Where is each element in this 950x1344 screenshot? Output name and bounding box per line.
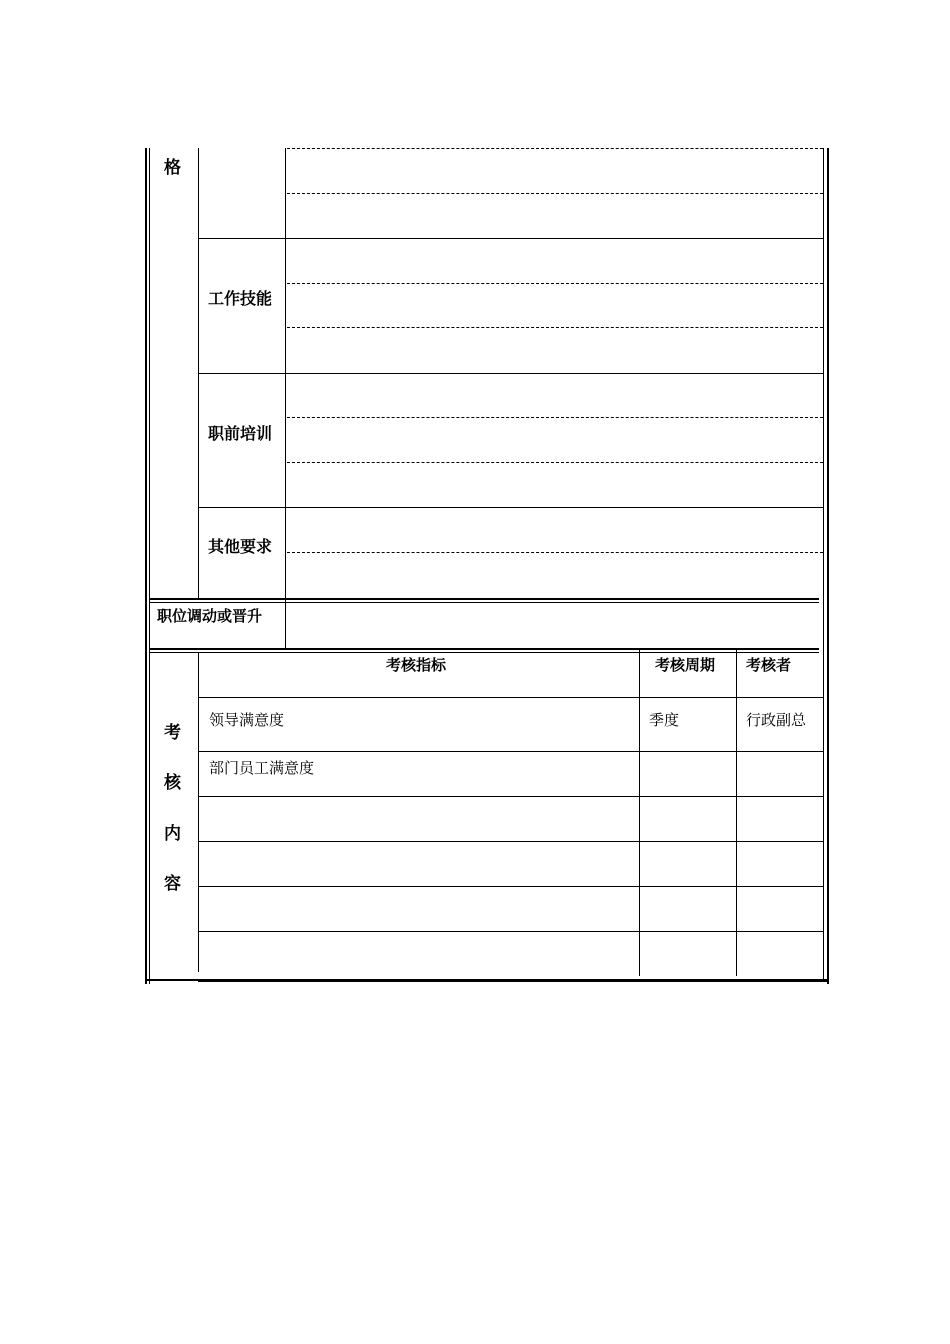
bottom-border-thick: [198, 979, 829, 982]
section-char: 内: [164, 824, 181, 844]
row-separator: [199, 238, 823, 239]
row-separator: [199, 886, 823, 887]
section-divider-double: [150, 648, 819, 650]
row-label: 职前培训: [208, 424, 273, 443]
row-separator: [199, 796, 823, 797]
section-divider-double: [150, 652, 819, 653]
right-border-outer: [827, 148, 829, 984]
transfer-label: 职位调动或晋升: [157, 607, 263, 625]
left-border-outer: [145, 148, 147, 984]
row-separator: [199, 841, 823, 842]
section-char: 核: [164, 773, 181, 793]
dashed-line: [287, 193, 823, 194]
indicator-cell: 领导满意度: [209, 711, 285, 729]
section-char: 容: [164, 874, 181, 894]
section-divider-double: [150, 598, 819, 600]
req-label-col-divider: [198, 148, 199, 600]
dashed-line: [287, 283, 823, 284]
dashed-line: [287, 552, 823, 553]
left-border-inner: [149, 148, 150, 984]
row-label: 工作技能: [208, 289, 273, 308]
req-content-col-divider: [285, 148, 286, 650]
header-assessor: 考核者: [746, 656, 792, 674]
assess-assessor-col-divider: [736, 650, 737, 976]
period-cell: 季度: [649, 711, 680, 729]
bottom-border-left: [145, 979, 198, 981]
indicator-cell: 部门员工满意度: [209, 759, 315, 777]
row-label: 其他要求: [208, 537, 273, 556]
header-period: 考核周期: [655, 656, 716, 674]
section-divider-double: [150, 602, 819, 603]
row-separator: [199, 373, 823, 374]
dashed-line: [287, 148, 823, 149]
dashed-line: [287, 327, 823, 328]
assess-label-col-divider: [198, 652, 199, 972]
row-separator: [199, 931, 823, 932]
dashed-line: [287, 417, 823, 418]
right-border-inner: [823, 148, 824, 980]
header-indicator: 考核指标: [386, 656, 447, 674]
row-separator: [199, 751, 823, 752]
row-separator: [199, 697, 823, 698]
section-char: 考: [164, 723, 181, 743]
assess-period-col-divider: [639, 650, 640, 976]
section-char: 格: [164, 158, 181, 178]
assessor-cell: 行政副总: [746, 711, 807, 729]
dashed-line: [287, 462, 823, 463]
row-separator: [199, 507, 823, 508]
